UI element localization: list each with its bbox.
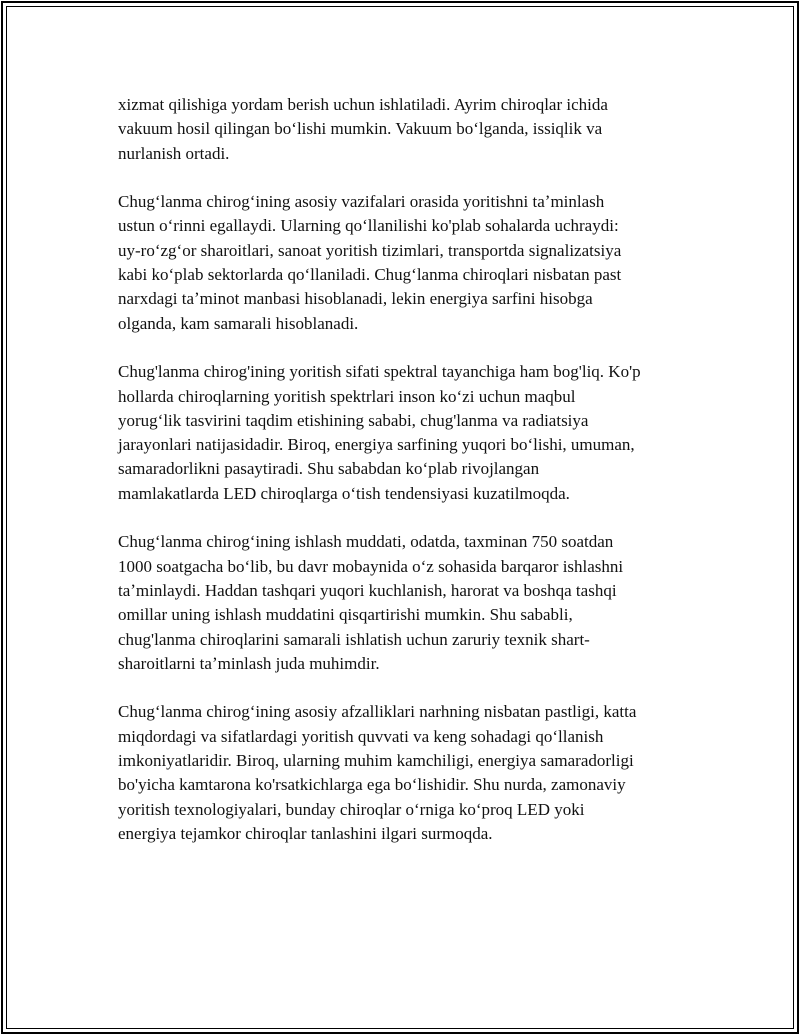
text-line: imkoniyatlaridir. Biroq, ularning muhim kamchiligi, energiya samaradorligi xyxy=(118,751,634,771)
text-line: mamlakatlarda LED chiroqlarga oʻtish tendensiyasi kuzatilmoqda. xyxy=(118,483,570,503)
text-line: 1000 soatgacha boʻlib, bu davr mobaynida oʻz sohasida barqaror ishlashni xyxy=(118,556,624,576)
text-line: ustun oʻrinni egallaydi. Ularning qoʻllanilishi ko'plab sohalarda uchraydi: xyxy=(118,216,619,236)
text-line: energiya tejamkor chiroqlar tanlashini ilgari surmoqda. xyxy=(118,823,493,843)
text-line: vakuum hosil qilingan boʻlishi mumkin. Vakuum boʻlganda, issiqlik va xyxy=(118,119,603,139)
text-line: uy-roʻzgʻor sharoitlari, sanoat yoritish tizimlari, transportda signalizatsiya xyxy=(118,240,622,260)
text-line: bo'yicha kamtarona ko'rsatkichlarga ega boʻlishidir. Shu nurda, zamonaviy xyxy=(118,775,626,795)
text-line: jarayonlari natijasidadir. Biroq, energiya sarfining yuqori boʻlishi, umuman, xyxy=(118,435,635,455)
paragraph xyxy=(118,700,688,846)
text-line: omillar uning ishlash muddatini qisqartirishi mumkin. Shu sababli, xyxy=(118,605,573,625)
text-line: yorugʻlik tasvirini taqdim etishining sababi, chug'lanma va radiatsiya xyxy=(118,410,589,430)
text-line: miqdordagi va sifatlardagi yoritish quvvati va keng sohadagi qoʻllanish xyxy=(118,726,604,746)
paragraph xyxy=(118,93,688,166)
text-line: olganda, kam samarali hisoblanadi. xyxy=(118,313,359,333)
text-line: yoritish texnologiyalari, bunday chiroqlar oʻrniga koʻproq LED yoki xyxy=(118,799,585,819)
text-line: narxdagi taʼminot manbasi hisoblanadi, lekin energiya sarfini hisobga xyxy=(118,289,593,309)
text-line: taʼminlaydi. Haddan tashqari yuqori kuchlanish, harorat va boshqa tashqi xyxy=(118,580,617,600)
text-line: Chugʻlanma chirogʻining ishlash muddati, odatda, taxminan 750 soatdan xyxy=(118,532,614,552)
text-line: hollarda chiroqlarning yoritish spektrlari inson koʻzi uchun maqbul xyxy=(118,386,576,406)
text-line: Chug'lanma chirog'ining yoritish sifati spektral tayanchiga ham bog'liq. Ko'p xyxy=(118,362,641,382)
paragraph xyxy=(118,530,688,676)
text-line: Chugʻlanma chirogʻining asosiy vazifalari orasida yoritishni taʼminlash xyxy=(118,192,605,212)
text-line: nurlanish ortadi. xyxy=(118,143,230,163)
text-line: samaradorlikni pasaytiradi. Shu sababdan koʻplab rivojlangan xyxy=(118,459,540,479)
text-line: xizmat qilishiga yordam berish uchun ishlatiladi. Ayrim chiroqlar ichida xyxy=(118,95,608,114)
document-body xyxy=(118,93,688,846)
text-line: sharoitlarni taʼminlash juda muhimdir. xyxy=(118,653,380,673)
paragraph xyxy=(118,360,688,506)
text-line: kabi koʻplab sektorlarda qoʻllaniladi. Chugʻlanma chiroqlari nisbatan past xyxy=(118,265,622,285)
text-line: Chugʻlanma chirogʻining asosiy afzalliklari narhning nisbatan pastligi, katta xyxy=(118,702,637,722)
text-line: chug'lanma chiroqlarini samarali ishlatish uchun zaruriy texnik shart- xyxy=(118,629,590,649)
paragraph xyxy=(118,190,688,336)
